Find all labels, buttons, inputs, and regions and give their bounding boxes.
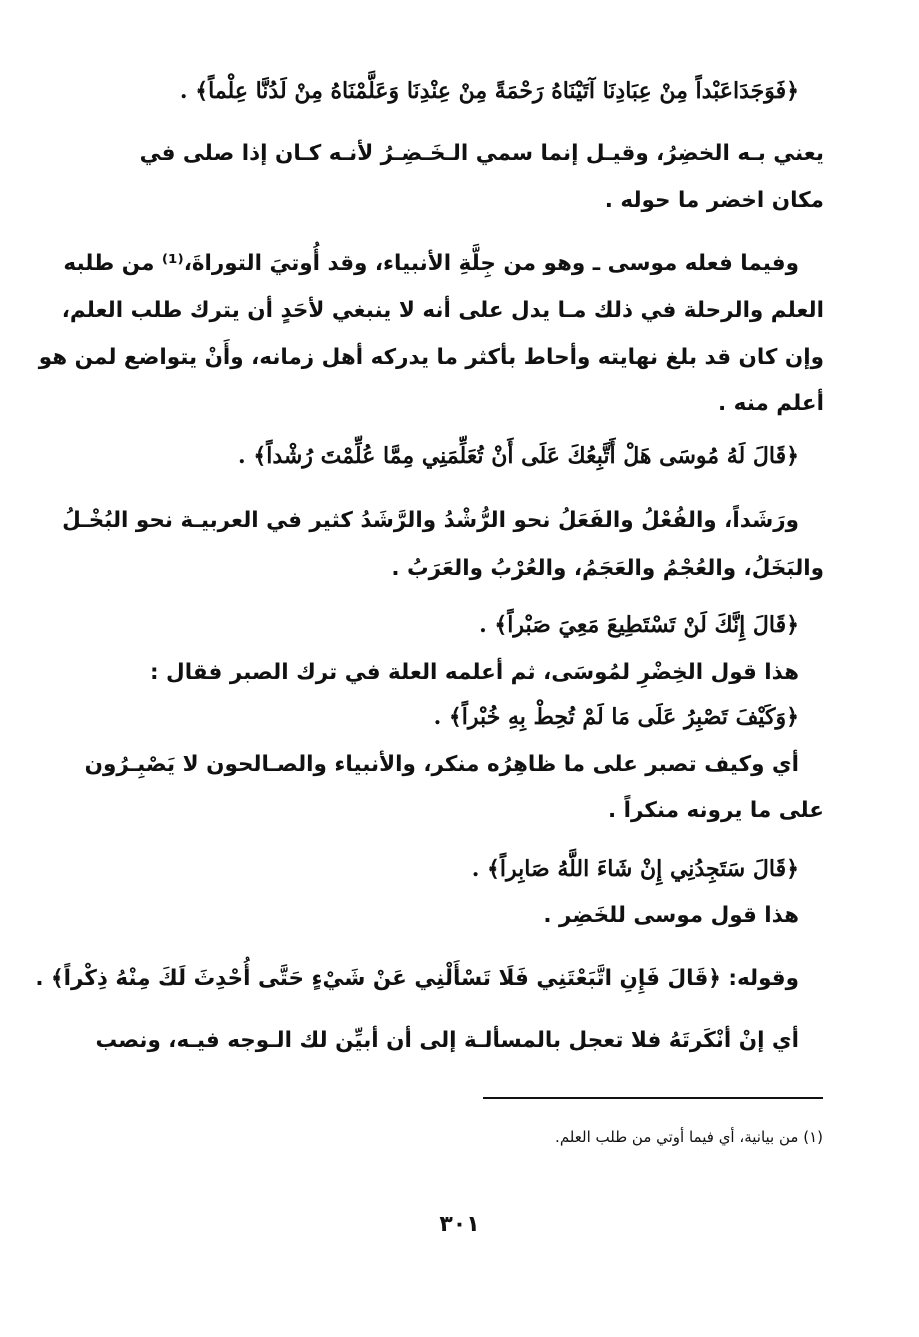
paragraph-line: والبَخَلُ، والعُجْمُ والعَجَمُ، والعُرْبُ والعَرَبُ . [391, 556, 824, 581]
paragraph-line: وفيما فعله موسى ـ وهو من جِلَّةِ الأنبياء، وقد أُوتيَ التوراةَ،⁽¹⁾ من طلبه [63, 251, 799, 276]
paragraph-line: مكان اخضر ما حوله . [604, 188, 824, 213]
paragraph-line: هذا قول موسى للخَضِر . [543, 903, 799, 928]
quran-verse-5: ﴿قَالَ سَتَجِدُنِي إِنْ شَاءَ اللَّهُ صَابِراً﴾ . [471, 856, 799, 882]
paragraph-line: أعلم منه . [718, 391, 824, 416]
quran-verse-3: ﴿قَالَ إِنَّكَ لَنْ تَسْتَطِيعَ مَعِيَ صَبْراً﴾ . [479, 612, 799, 638]
page-number: ٣٠١ [439, 1212, 480, 1237]
paragraph-line: يعني بـه الخضِرُ، وقيـل إنما سمي الـخَـضِـرُ لأنـه كـان إذا صلى في [139, 141, 824, 166]
footnote: (١) من بيانية، أي فيما أوتي من طلب العلم. [555, 1128, 823, 1146]
paragraph-line: وإن كان قد بلغ نهايته وأحاط بأكثر ما يدركه أهل زمانه، وأَنْ يتواضع لمن هو [38, 345, 824, 370]
paragraph-line: أي وكيف تصبر على ما ظاهِرُه منكر، والأنبياء والصـالحون لا يَصْبِـرُون [84, 752, 799, 777]
paragraph-line: أي إنْ أنْكَرتَهُ فلا تعجل بالمسألـة إلى أن أبيِّن لك الـوجه فيـه، ونصب [95, 1028, 799, 1053]
quran-verse-1: ﴿فَوَجَدَاعَبْداً مِنْ عِبَادِنَا آتَيْنَاهُ رَحْمَةً مِنْ عِنْدِنَا وَعَلَّمْنَاهُ مِنْ لَدُنَّا عِلْماً﴾ . [179, 78, 799, 104]
paragraph-line: ورَشَداً، والفُعْلُ والفَعَلُ نحو الرُّشْدُ والرَّشَدُ كثير في العربيـة نحو البُخْـلُ [62, 508, 799, 533]
quran-verse-4: ﴿وَكَيْفَ تَصْبِرُ عَلَى مَا لَمْ تُحِطْ بِهِ خُبْراً﴾ . [433, 704, 799, 730]
paragraph-line-with-verse: وقوله: ﴿قَالَ فَإِنِ اتَّبَعْتَنِي فَلَا تَسْأَلْنِي عَنْ شَيْءٍ حَتَّى أُحْدِثَ لَكَ مِنْهُ ذِكْراً﴾ . [35, 966, 799, 991]
footnote-separator [483, 1097, 823, 1099]
paragraph-line: على ما يرونه منكراً . [608, 798, 824, 823]
paragraph-line: العلم والرحلة في ذلك مـا يدل على أنه لا ينبغي لأحَدٍ أن يترك طلب العلم، [61, 298, 824, 323]
quran-verse-2: ﴿قَالَ لَهُ مُوسَى هَلْ أَتَّبِعُكَ عَلَى أَنْ تُعَلِّمَنِي مِمَّا عُلِّمْتَ رُشْداً﴾ . [238, 443, 799, 469]
paragraph-line: هذا قول الخِضْرِ لمُوسَى، ثم أعلمه العلة في ترك الصبر فقال : [149, 660, 799, 685]
